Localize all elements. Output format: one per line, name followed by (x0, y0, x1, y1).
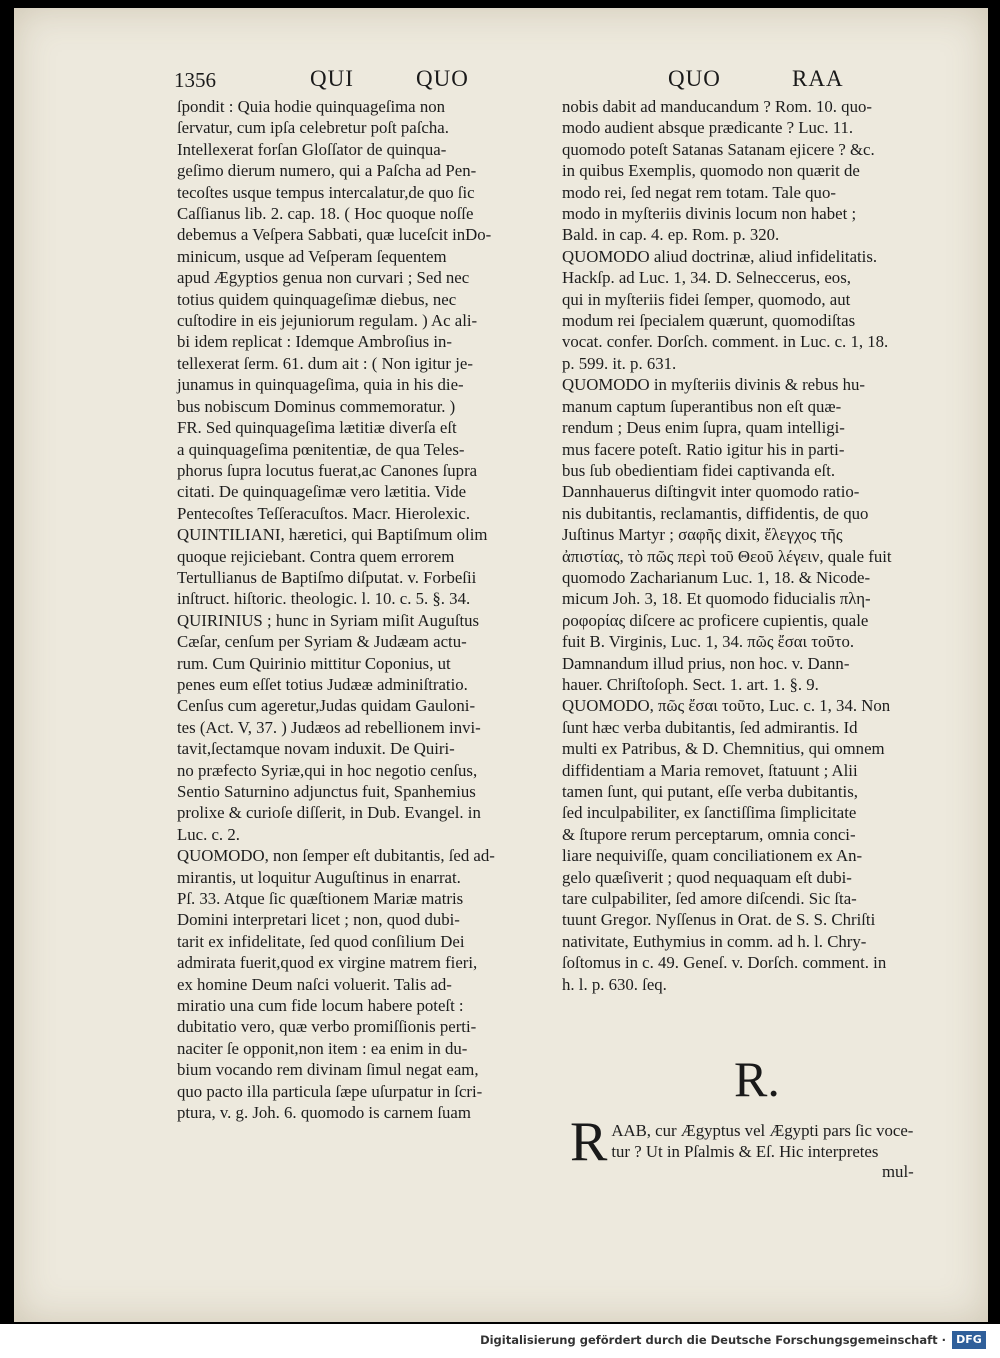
dfg-logo-icon: DFG (952, 1331, 986, 1349)
text-line: inſtruct. hiſtoric. theologic. l. 10. c. 5. §. 34. (177, 589, 471, 609)
text-line: geſimo dierum numero, qui a Paſcha ad Pen- (177, 161, 477, 181)
text-line: ſed inculpabiliter, ex ſanctiſſima ſimplicitate (562, 803, 857, 823)
text-line: tarit ex infidelitate, ſed quod conſilium Dei (177, 931, 465, 951)
text-line: rendum ; Deus enim ſupra, quam intelligi- (562, 418, 845, 438)
running-header-raa: RAA (792, 66, 844, 91)
text-line: Pentecoſtes Teſſeracuſtos. Macr. Hierolexic. (177, 503, 471, 523)
text-line: Dannhauerus diſtingvit inter quomodo ratio- (562, 482, 860, 502)
text-line: Tertullianus de Baptiſmo diſputat. v. Forbeſii (177, 567, 477, 587)
text-line: ἀπιστίας, τὸ πῶς περὶ τοῦ Θεοῦ λέγειν, quale fuit (562, 546, 892, 566)
text-line: Bald. in cap. 4. ep. Rom. p. 320. (562, 225, 780, 245)
running-header-quo-right: QUO (668, 66, 721, 91)
text-line: ſunt hæc verba dubitantis, ſed admirantis. Id (562, 717, 858, 737)
section-heading-r: R. (734, 1051, 780, 1107)
text-line: modo audient absque prædicante ? Luc. 11. (562, 118, 854, 138)
text-line: phorus ſupra locutus fuerat,ac Canones ſupra (177, 460, 478, 480)
text-line: tare culpabiliter, ſed amore diſcendi. Sic ſta- (562, 889, 857, 909)
left-text-column (177, 96, 549, 1124)
text-line: modum rei ſpecialem quærunt, quomodiſtas (562, 311, 856, 331)
page-number: 1356 (174, 68, 216, 92)
text-line: ſoſtomus in c. 49. Geneſ. v. Dorſch. comment. in (562, 953, 887, 973)
text-line: in quibus Exemplis, quomodo non quærit de (562, 161, 860, 181)
text-line: quoque rejiciebant. Contra quem errorem (177, 546, 455, 566)
text-line: Pſ. 33. Atque ſic quæſtionem Mariæ matris (177, 889, 464, 909)
text-line: nobis dabit ad manducandum ? Rom. 10. quo- (562, 97, 872, 116)
text-line: QUOMODO in myſteriis divinis & rebus hu- (562, 375, 865, 395)
text-line: tes (Act. V, 37. ) Judæos ad rebellionem invi- (177, 717, 481, 737)
right-text-column (562, 96, 942, 995)
text-line: QUOMODO, πῶς ἔσαι τοῦτο, Luc. c. 1, 34. Non (562, 696, 891, 716)
text-line: multi ex Patribus, & D. Chemnitius, qui omnem (562, 739, 885, 759)
text-line: citati. De quinquageſimæ vero lætitia. Vide (177, 482, 467, 502)
text-line: & ſtupore rerum perceptarum, omnia conci- (562, 824, 856, 844)
text-line: Intellexerat forſan Gloſſator de quinqua- (177, 139, 447, 159)
text-line: minicum, usque ad Veſperam ſequentem (177, 246, 447, 266)
text-line: ex homine Deum naſci voluerit. Talis ad- (177, 974, 452, 994)
text-line: totius quidem quinquageſimæ diebus, nec (177, 289, 457, 309)
text-line: naciter ſe opponit,non item : ea enim in du- (177, 1038, 468, 1058)
text-line: penes eum eſſet totius Judææ adminiſtratio. (177, 674, 468, 694)
text-line: a quinquageſima pœnitentiæ, de qua Teles- (177, 439, 465, 459)
text-line: quomodo poteſt Satanas Satanam ejicere ? &c. (562, 139, 875, 159)
text-line: dubitatio vero, quæ verbo promiſſionis perti- (177, 1017, 477, 1037)
text-line: Sentio Saturnino adjunctus fuit, Spanhemius (177, 782, 476, 801)
text-line: miratio una cum fide locum habere poteſt : (177, 996, 464, 1016)
text-line: ροφορίας diſcere ac proficere cupientis, quale (562, 610, 869, 630)
text-line: tavit,ſectamque novam induxit. De Quiri- (177, 739, 455, 759)
catchword: mul- (882, 1162, 914, 1181)
text-line: no præfecto Syriæ,qui in hoc negotio cenſus, (177, 760, 478, 780)
text-line: Caſſianus lib. 2. cap. 18. ( Hoc quoque noſſe (177, 204, 474, 224)
text-line: nis dubitantis, reclamantis, diffidentis, de quo (562, 503, 869, 523)
text-line: bus ſub obedientiam fidei captivanda eſt. (562, 460, 836, 480)
text-line: cuſtodire in eis jejuniorum regulam. ) Ac ali- (177, 311, 478, 331)
text-line: debemus a Veſpera Sabbati, quæ luceſcit inDo- (177, 225, 492, 245)
raab-line: AAB, cur Ægyptus vel Ægypti pars ſic voce- (611, 1121, 914, 1140)
text-line: tecoſtes usque tempus intercalatur,de quo ſic (177, 182, 475, 202)
scanned-page (14, 8, 988, 1322)
text-line: admirata fuerit,quod ex virgine matrem fieri, (177, 953, 478, 973)
running-header-qui: QUI (310, 66, 354, 91)
raab-line: tur ? Ut in Pſalmis & Eſ. Hic interpretes (611, 1142, 879, 1162)
text-line: modo rei, ſed negat rem totam. Tale quo- (562, 182, 836, 202)
text-line: modo in myſteriis divinis locum non habet ; (562, 204, 857, 224)
text-line: Luc. c. 2. (177, 824, 240, 844)
text-line: junamus in quinquageſima, quia in his die- (177, 375, 464, 395)
text-line: quo pacto illa particula ſæpe uſurpatur in ſcri- (177, 1081, 483, 1101)
text-line: tuunt Gregor. Nyſſenus in Orat. de S. S. Chriſti (562, 910, 876, 930)
text-line: FR. Sed quinquageſima lætitiæ diverſa eſt (177, 418, 457, 438)
text-line: Domini interpretari licet ; non, quod dubi- (177, 910, 460, 930)
text-line: apud Ægyptios genua non curvari ; Sed nec (177, 268, 470, 288)
text-line: QUOMODO aliud doctrinæ, aliud infidelitatis. (562, 246, 878, 266)
text-line: gelo quæſiverit ; quod nequaquam eſt dubi- (562, 867, 852, 887)
text-line: Hackſp. ad Luc. 1, 34. D. Selneccerus, eos, (562, 268, 851, 288)
text-line: QUIRINIUS ; hunc in Syriam miſit Auguſtus (177, 610, 480, 630)
text-line: bi idem replicat : Idemque Ambroſius in- (177, 332, 452, 352)
footer-credit: Digitalisierung gefördert durch die Deutsche Forschungsgemeinschaft · (480, 1333, 946, 1347)
text-line: Cæſar, cenſum per Syriam & Judæam actu- (177, 632, 467, 652)
text-line: liare nequiviſſe, quam conciliationem ex An- (562, 846, 863, 866)
text-line: tamen ſunt, qui putant, eſſe verba dubitantis, (562, 782, 858, 801)
footer-bar (0, 1324, 1000, 1358)
text-line: QUINTILIANI, hæretici, qui Baptiſmum olim (177, 525, 488, 545)
text-line: p. 599. it. p. 631. (562, 353, 677, 373)
text-line: ſpondit : Quia hodie quinquageſima non (177, 97, 445, 116)
text-line: Damnandum illud prius, non hoc. v. Dann- (562, 653, 850, 673)
text-line: ſervatur, cum ipſa celebretur poſt paſcha. (177, 118, 449, 138)
text-line: mirantis, ut loquitur Auguſtinus in enarrat. (177, 867, 461, 887)
text-line: quomodo Zacharianum Luc. 1, 18. & Nicode- (562, 567, 871, 587)
text-line: diffidentiam a Maria removet, ſtatuunt ; Alii (562, 760, 858, 780)
drop-cap: R (570, 1111, 608, 1173)
text-line: fuit B. Virginis, Luc. 1, 34. πῶς ἔσαι τοῦτο. (562, 632, 855, 652)
text-line: manum captum ſuperantibus non eſt quæ- (562, 396, 842, 416)
text-line: nativitate, Euthymius in comm. ad h. l. Chry- (562, 931, 867, 951)
text-line: bus nobiscum Dominus commemoratur. ) (177, 396, 456, 416)
text-line: h. l. p. 630. ſeq. (562, 974, 667, 994)
text-line: hauer. Chriſtoſoph. Sect. 1. art. 1. §. 9. (562, 674, 819, 694)
text-line: QUOMODO, non ſemper eſt dubitantis, ſed ad- (177, 846, 495, 866)
text-line: bium vocando rem divinam ſimul negat eam, (177, 1060, 479, 1080)
text-line: Juſtinus Martyr ; σαφῆς dixit, ἔλεγχος τῆς (562, 525, 843, 545)
text-line: ptura, v. g. Joh. 6. quomodo is carnem ſuam (177, 1103, 471, 1123)
text-line: micum Joh. 3, 18. Et quomodo fiducialis πλη- (562, 589, 871, 609)
text-line: rum. Cum Quirinio mittitur Coponius, ut (177, 653, 451, 673)
text-line: Cenſus cum ageretur,Judas quidam Gauloni- (177, 696, 476, 716)
text-line: prolixe & curioſe diſſerit, in Dub. Evangel. in (177, 803, 481, 823)
running-header-quo-left: QUO (416, 66, 469, 91)
text-line: tellexerat ſerm. 61. dum ait : ( Non igitur je- (177, 353, 473, 373)
text-line: mus facere poteſt. Ratio igitur his in parti- (562, 439, 845, 459)
text-line: vocat. confer. Dorſch. comment. in Luc. c. 1, 18. (562, 332, 889, 352)
text-line: qui in myſteriis fidei ſemper, quomodo, aut (562, 289, 851, 309)
